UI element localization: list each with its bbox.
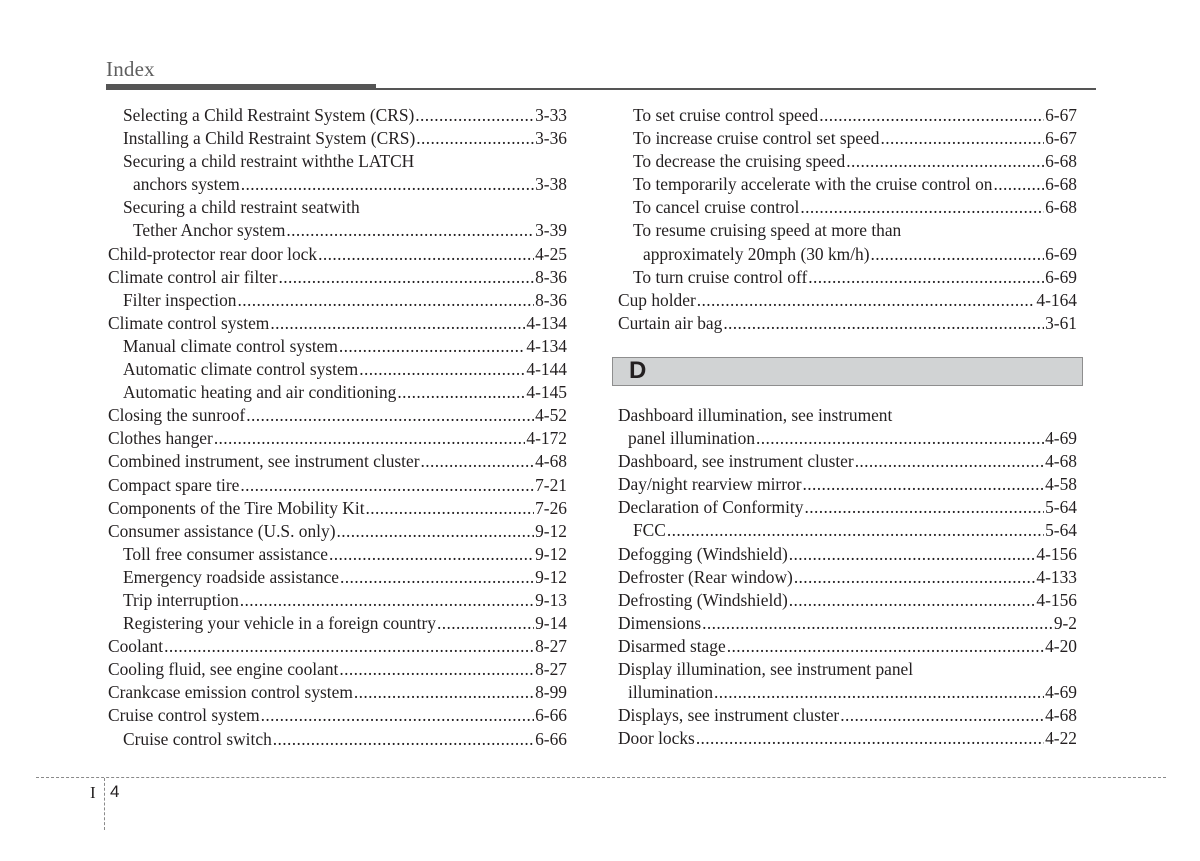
index-entry-text: To turn cruise control off	[633, 266, 808, 287]
index-entry-text: Automatic climate control system	[123, 359, 359, 380]
index-entry-page: 8-99	[535, 682, 567, 703]
index-entry	[618, 727, 1077, 750]
index-entry-text: Defrosting (Windshield)	[618, 589, 788, 610]
index-entry	[108, 358, 567, 381]
index-entry	[618, 473, 1077, 496]
dot-leader	[881, 127, 1045, 150]
index-entry	[108, 566, 567, 589]
index-entry-page: 4-134	[526, 312, 567, 333]
dot-leader	[359, 358, 525, 381]
index-entry-page: 4-25	[535, 243, 567, 264]
footer-rule	[36, 777, 1166, 778]
index-entry-text: Emergency roadside assistance	[123, 566, 340, 587]
index-entry	[618, 196, 1077, 219]
index-entry	[108, 104, 567, 127]
index-entry-text: Crankcase emission control system	[108, 682, 353, 703]
index-entry-page: 3-61	[1045, 312, 1077, 333]
index-entry-page: 5-64	[1045, 497, 1077, 518]
dot-leader	[727, 635, 1044, 658]
index-entry-text: To resume cruising speed at more than	[633, 220, 902, 241]
index-entry-text: Installing a Child Restraint System (CRS)	[123, 128, 416, 149]
index-entry-text: Components of the Tire Mobility Kit	[108, 497, 365, 518]
dot-leader	[756, 427, 1044, 450]
index-entry-page: 4-145	[526, 382, 567, 403]
index-entry	[108, 243, 567, 266]
index-entry-page: 6-66	[535, 728, 567, 749]
index-entry	[108, 728, 567, 751]
dot-leader	[789, 589, 1036, 612]
index-entry	[618, 496, 1077, 519]
index-entry-page: 7-21	[535, 474, 567, 495]
index-entry-page: 4-69	[1045, 428, 1077, 449]
index-entry	[618, 704, 1077, 727]
dot-leader	[416, 127, 534, 150]
header-rule	[106, 88, 1096, 90]
index-entry-text: Climate control system	[108, 312, 270, 333]
index-entry	[108, 335, 567, 358]
index-entry	[108, 543, 567, 566]
dot-leader	[840, 704, 1044, 727]
dot-leader	[803, 473, 1045, 496]
dot-leader	[871, 243, 1045, 266]
index-entry	[618, 450, 1077, 473]
dot-leader	[437, 612, 534, 635]
index-entry-text: Securing a child restraint withthe LATCH	[123, 151, 415, 172]
dot-leader	[819, 104, 1044, 127]
index-entry-page: 3-33	[535, 105, 567, 125]
dot-leader	[421, 450, 535, 473]
index-entry-text: FCC	[633, 520, 666, 541]
index-entry-page: 6-69	[1045, 243, 1077, 264]
index-entry-page: 4-20	[1045, 635, 1077, 656]
dot-leader	[794, 566, 1036, 589]
dot-leader	[354, 681, 534, 704]
index-entry	[618, 173, 1077, 196]
index-entry-text: Trip interruption	[123, 589, 239, 610]
index-entry-text: Filter inspection	[123, 289, 237, 310]
index-entry-page: 4-52	[535, 405, 567, 426]
dot-leader	[804, 496, 1044, 519]
index-entry-text: Day/night rearview mirror	[618, 474, 802, 495]
dot-leader	[800, 196, 1044, 219]
index-entry	[108, 312, 567, 335]
index-entry	[618, 219, 1077, 242]
index-entry-text: Cruise control switch	[123, 728, 272, 749]
index-entry	[108, 173, 567, 196]
index-entry-text: Dimensions	[618, 612, 702, 633]
index-entry-page: 4-144	[526, 359, 567, 380]
index-entry-text: To decrease the cruising speed	[633, 151, 846, 172]
index-entry-page: 8-27	[535, 636, 567, 657]
dot-leader	[279, 266, 535, 289]
index-entry	[618, 289, 1077, 312]
index-entry-page: 4-22	[1045, 728, 1077, 749]
dot-leader	[994, 173, 1045, 196]
index-entry-text: panel illumination	[628, 428, 756, 449]
dot-leader	[714, 681, 1044, 704]
index-entry	[108, 289, 567, 312]
index-entry-text: Dashboard, see instrument cluster	[618, 451, 854, 472]
index-entry-text: To cancel cruise control	[633, 197, 800, 218]
index-entry-page: 8-36	[535, 289, 567, 310]
index-entry-page: 9-2	[1053, 612, 1077, 633]
index-entry	[618, 519, 1077, 542]
index-entry-text: Cooling fluid, see engine coolant	[108, 659, 339, 680]
index-entry	[108, 404, 567, 427]
index-entry-page: 9-12	[535, 520, 567, 541]
index-entry-text: Display illumination, see instrument panel	[618, 659, 914, 680]
index-entry	[618, 312, 1077, 335]
index-entry	[618, 589, 1077, 612]
dot-leader	[339, 658, 534, 681]
index-entry-page: 6-68	[1045, 174, 1077, 195]
index-entry-page: 9-12	[535, 566, 567, 587]
index-entry	[618, 681, 1077, 704]
dot-leader	[366, 497, 535, 520]
dot-leader	[397, 381, 525, 404]
dot-leader	[240, 474, 534, 497]
index-entry-text: Securing a child restraint seatwith	[123, 197, 360, 218]
dot-leader	[697, 289, 1036, 312]
index-entry-text: Consumer assistance (U.S. only)	[108, 520, 336, 541]
footer-divider	[104, 778, 105, 830]
dot-leader	[696, 727, 1044, 750]
index-entry-page: 9-12	[535, 543, 567, 564]
index-entry-page: 4-68	[1045, 705, 1077, 726]
dot-leader	[667, 519, 1044, 542]
index-entry-text: Tether Anchor system	[133, 220, 286, 241]
dot-leader	[261, 704, 534, 727]
index-entry-text: Curtain air bag	[618, 312, 723, 333]
index-entry-text: To increase cruise control set speed	[633, 128, 880, 149]
dot-leader	[246, 404, 534, 427]
index-entry-text: Displays, see instrument cluster	[618, 705, 840, 726]
index-entry-page: 4-156	[1036, 589, 1077, 610]
index-entry-page: 5-64	[1045, 520, 1077, 541]
index-entry-page: 6-67	[1045, 128, 1077, 149]
index-entry-text: Closing the sunroof	[108, 405, 246, 426]
index-entry-page: 9-14	[535, 613, 567, 634]
dot-leader	[318, 243, 534, 266]
index-entry-text: Climate control air filter	[108, 266, 278, 287]
index-entry-page: 4-172	[526, 428, 567, 449]
index-entry	[108, 219, 567, 242]
dot-leader	[329, 543, 534, 566]
index-entry-text: Dashboard illumination, see instrument	[618, 405, 893, 425]
index-column-right-bottom	[618, 404, 1077, 750]
index-entry	[108, 589, 567, 612]
index-entry-page: 3-36	[535, 128, 567, 149]
index-entry-text: To set cruise control speed	[633, 105, 819, 125]
index-entry	[108, 474, 567, 497]
section-letter: D	[629, 357, 647, 384]
dot-leader	[702, 612, 1053, 635]
dot-leader	[286, 219, 534, 242]
index-entry-page: 4-69	[1045, 682, 1077, 703]
index-entry	[618, 243, 1077, 266]
index-entry-text: Declaration of Conformity	[618, 497, 804, 518]
index-entry-page: 6-68	[1045, 197, 1077, 218]
index-entry-text: illumination	[628, 682, 714, 703]
index-entry-text: approximately 20mph (30 km/h)	[643, 243, 870, 264]
index-entry-page: 8-36	[535, 266, 567, 287]
index-entry-page: 9-13	[535, 589, 567, 610]
index-entry-page: 4-68	[1045, 451, 1077, 472]
index-entry	[108, 704, 567, 727]
index-entry-page: 4-133	[1036, 566, 1077, 587]
index-entry-text: Defogging (Windshield)	[618, 543, 788, 564]
index-entry-text: Compact spare tire	[108, 474, 240, 495]
dot-leader	[214, 427, 526, 450]
dot-leader	[337, 520, 535, 543]
index-entry	[108, 681, 567, 704]
dot-leader	[340, 566, 534, 589]
index-entry	[108, 427, 567, 450]
dot-leader	[846, 150, 1044, 173]
index-entry	[108, 381, 567, 404]
index-entry	[618, 104, 1077, 127]
index-entry-page: 3-38	[535, 174, 567, 195]
index-entry-page: 6-66	[535, 705, 567, 726]
index-entry-text: Defroster (Rear window)	[618, 566, 793, 587]
index-entry-text: Clothes hanger	[108, 428, 213, 449]
dot-leader	[238, 289, 535, 312]
dot-leader	[270, 312, 525, 335]
index-entry	[108, 635, 567, 658]
index-entry	[618, 612, 1077, 635]
index-entry-text: Cruise control system	[108, 705, 260, 726]
index-entry	[618, 266, 1077, 289]
index-entry	[108, 520, 567, 543]
index-entry	[618, 427, 1077, 450]
index-entry-page: 4-58	[1045, 474, 1077, 495]
index-entry-text: Toll free consumer assistance	[123, 543, 328, 564]
index-column-left	[108, 104, 567, 751]
index-entry	[618, 150, 1077, 173]
index-entry	[108, 497, 567, 520]
index-entry-page: 4-156	[1036, 543, 1077, 564]
index-entry-page: 7-26	[535, 497, 567, 518]
index-entry	[108, 612, 567, 635]
index-entry	[618, 127, 1077, 150]
index-entry-text: Combined instrument, see instrument cluster	[108, 451, 420, 472]
section-header-d	[612, 357, 1083, 386]
index-column-right-top	[618, 104, 1077, 335]
dot-leader	[808, 266, 1044, 289]
index-entry-page: 6-68	[1045, 151, 1077, 172]
index-entry-text: Door locks	[618, 728, 695, 749]
index-entry	[618, 404, 1077, 427]
dot-leader	[789, 543, 1036, 566]
dot-leader	[240, 589, 534, 612]
index-entry-page: 4-134	[526, 335, 567, 356]
index-entry	[618, 658, 1077, 681]
index-entry-text: Automatic heating and air conditioning	[123, 382, 397, 403]
index-entry-text: Selecting a Child Restraint System (CRS)	[123, 105, 415, 125]
index-entry-text: Coolant	[108, 636, 164, 657]
index-entry	[618, 635, 1077, 658]
index-entry-page: 8-27	[535, 659, 567, 680]
index-entry-text: anchors system	[133, 174, 240, 195]
index-entry	[108, 266, 567, 289]
index-entry-text: Manual climate control system	[123, 335, 338, 356]
dot-leader	[855, 450, 1044, 473]
index-entry-page: 6-67	[1045, 105, 1077, 125]
index-entry	[108, 450, 567, 473]
footer-section-letter: I	[90, 783, 96, 802]
page-title: Index	[106, 57, 155, 81]
index-entry	[108, 196, 567, 219]
index-entry	[108, 127, 567, 150]
index-entry-text: Child-protector rear door lock	[108, 243, 318, 264]
index-entry	[618, 543, 1077, 566]
index-entry-text: Registering your vehicle in a foreign country	[123, 613, 436, 634]
dot-leader	[273, 728, 534, 751]
index-entry	[108, 658, 567, 681]
dot-leader	[241, 173, 534, 196]
dot-leader	[339, 335, 526, 358]
index-entry-page: 4-68	[535, 451, 567, 472]
index-entry-text: Cup holder	[618, 289, 696, 310]
dot-leader	[415, 104, 534, 127]
index-entry-page: 4-164	[1036, 289, 1077, 310]
index-entry-page: 6-69	[1045, 266, 1077, 287]
dot-leader	[723, 312, 1044, 335]
index-entry-text: Disarmed stage	[618, 635, 726, 656]
dot-leader	[164, 635, 534, 658]
index-entry	[108, 150, 567, 173]
index-entry-text: To temporarily accelerate with the cruise control on	[633, 174, 993, 195]
index-entry	[618, 566, 1077, 589]
footer-page-number: 4	[110, 782, 120, 801]
index-entry-page: 3-39	[535, 220, 567, 241]
